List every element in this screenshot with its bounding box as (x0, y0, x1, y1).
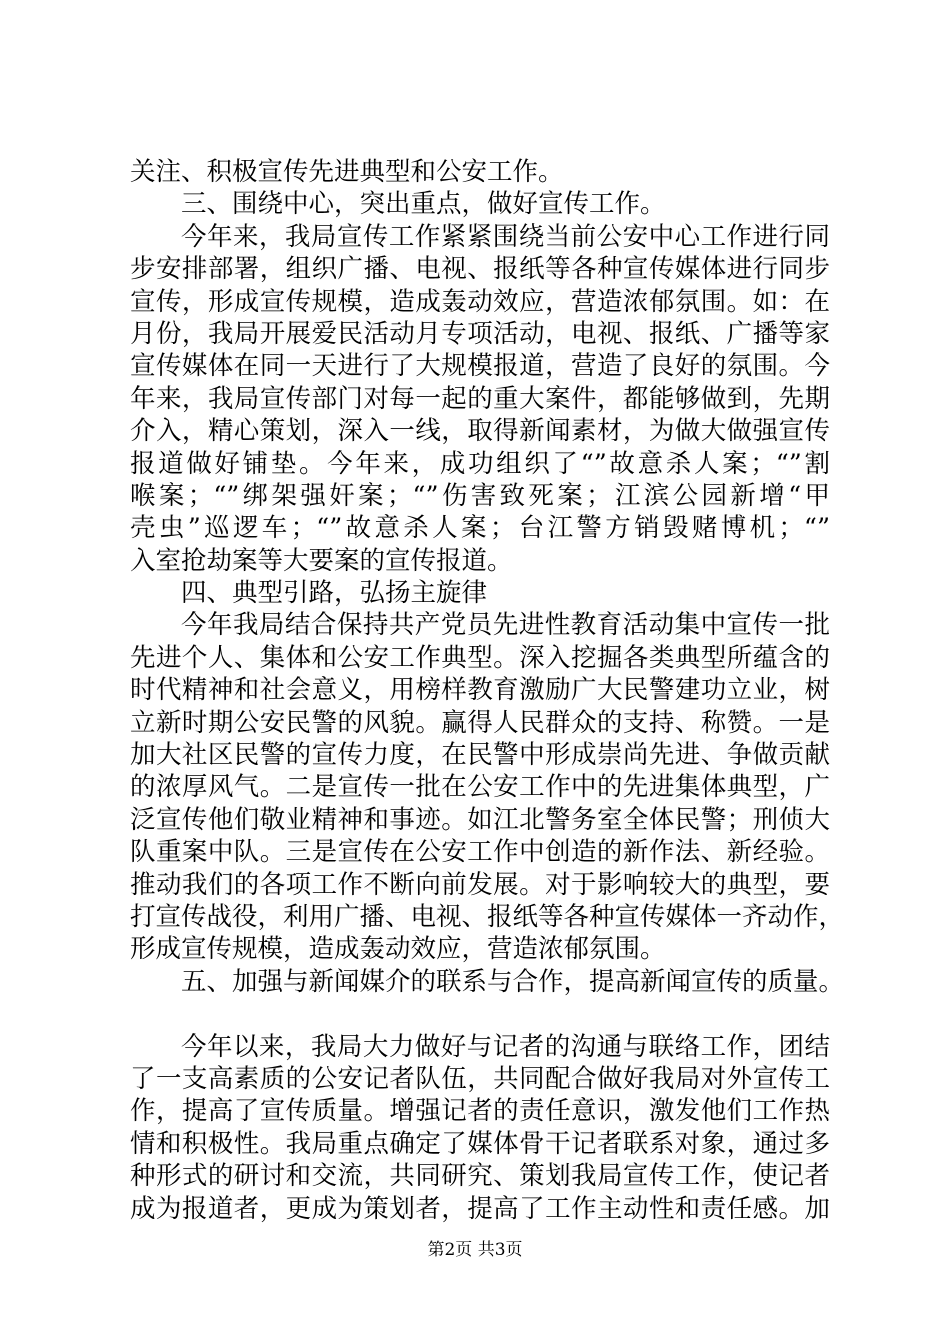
paragraph-line: 入室抢劫案等大要案的宣传报道。 (130, 545, 513, 576)
paragraph-line: 情和积极性。我局重点确定了媒体骨干记者联系对象，通过多 (130, 1128, 830, 1159)
section-heading: 三、围绕中心，突出重点，做好宣传工作。 (181, 189, 666, 220)
paragraph-line: 喉案；“”绑架强奸案；“”伤害致死案；江滨公园新增“甲 (130, 480, 830, 511)
paragraph-line: 年来，我局宣传部门对每一起的重大案件，都能够做到，先期 (130, 383, 830, 414)
paragraph-line: 立新时期公安民警的风貌。赢得人民群众的支持、称赞。一是 (130, 707, 830, 738)
paragraph-line: 报道做好铺垫。今年来，成功组织了“”故意杀人案；“”割 (130, 448, 830, 479)
paragraph-line: 打宣传战役，利用广播、电视、报纸等各种宣传媒体一齐动作， (130, 901, 845, 932)
paragraph-line: 成为报道者，更成为策划者，提高了工作主动性和责任感。加 (130, 1193, 830, 1224)
paragraph-line: 月份，我局开展爱民活动月专项活动，电视、报纸、广播等家 (130, 318, 830, 349)
paragraph-line: 队重案中队。三是宣传在公安工作中创造的新作法、新经验。 (130, 837, 830, 868)
paragraph-line: 种形式的研讨和交流，共同研究、策划我局宣传工作，使记者 (130, 1161, 830, 1192)
paragraph-line: 介入，精心策划，深入一线，取得新闻素材，为做大做强宣传 (130, 416, 830, 447)
paragraph-line: 了一支高素质的公安记者队伍，共同配合做好我局对外宣传工 (130, 1063, 830, 1094)
paragraph-line: 今年以来，我局大力做好与记者的沟通与联络工作，团结 (181, 1031, 830, 1062)
paragraph-line: 形成宣传规模，造成轰动效应，营造浓郁氛围。 (130, 934, 666, 965)
section-heading: 五、加强与新闻媒介的联系与合作，提高新闻宣传的质量。 (181, 966, 845, 997)
document-body (130, 156, 845, 1225)
paragraph-line: 时代精神和社会意义，用榜样教育激励广大民警建功立业，树 (130, 675, 830, 706)
section-heading: 四、典型引路，弘扬主旋律 (181, 578, 488, 609)
paragraph-line: 关注、积极宣传先进典型和公安工作。 (130, 157, 564, 187)
paragraph-line: 泛宣传他们敬业精神和事迹。如江北警务室全体民警；刑侦大 (130, 804, 830, 835)
paragraph-line: 宣传媒体在同一天进行了大规模报道，营造了良好的氛围。今 (130, 351, 830, 382)
paragraph-line: 壳虫”巡逻车；“”故意杀人案；台江警方销毁赌博机；“” (130, 513, 830, 544)
page-footer: 第2页 共3页 (427, 1240, 523, 1260)
paragraph-line: 的浓厚风气。二是宣传一批在公安工作中的先进集体典型，广 (130, 772, 830, 803)
paragraph-line: 宣传，形成宣传规模，造成轰动效应，营造浓郁氛围。如：在 (130, 286, 830, 317)
paragraph-line: 今年来，我局宣传工作紧紧围绕当前公安中心工作进行同 (181, 221, 830, 252)
paragraph-line: 先进个人、集体和公安工作典型。深入挖掘各类典型所蕴含的 (130, 642, 830, 673)
paragraph-line: 今年我局结合保持共产党员先进性教育活动集中宣传一批 (181, 610, 830, 641)
paragraph-spacer (130, 998, 830, 1030)
paragraph-line: 推动我们的各项工作不断向前发展。对于影响较大的典型，要 (130, 869, 830, 900)
paragraph-line: 加大社区民警的宣传力度，在民警中形成崇尚先进、争做贡献 (130, 740, 830, 771)
paragraph-line: 步安排部署，组织广播、电视、报纸等各种宣传媒体进行同步 (130, 254, 830, 285)
paragraph-line: 作，提高了宣传质量。增强记者的责任意识，激发他们工作热 (130, 1096, 830, 1127)
